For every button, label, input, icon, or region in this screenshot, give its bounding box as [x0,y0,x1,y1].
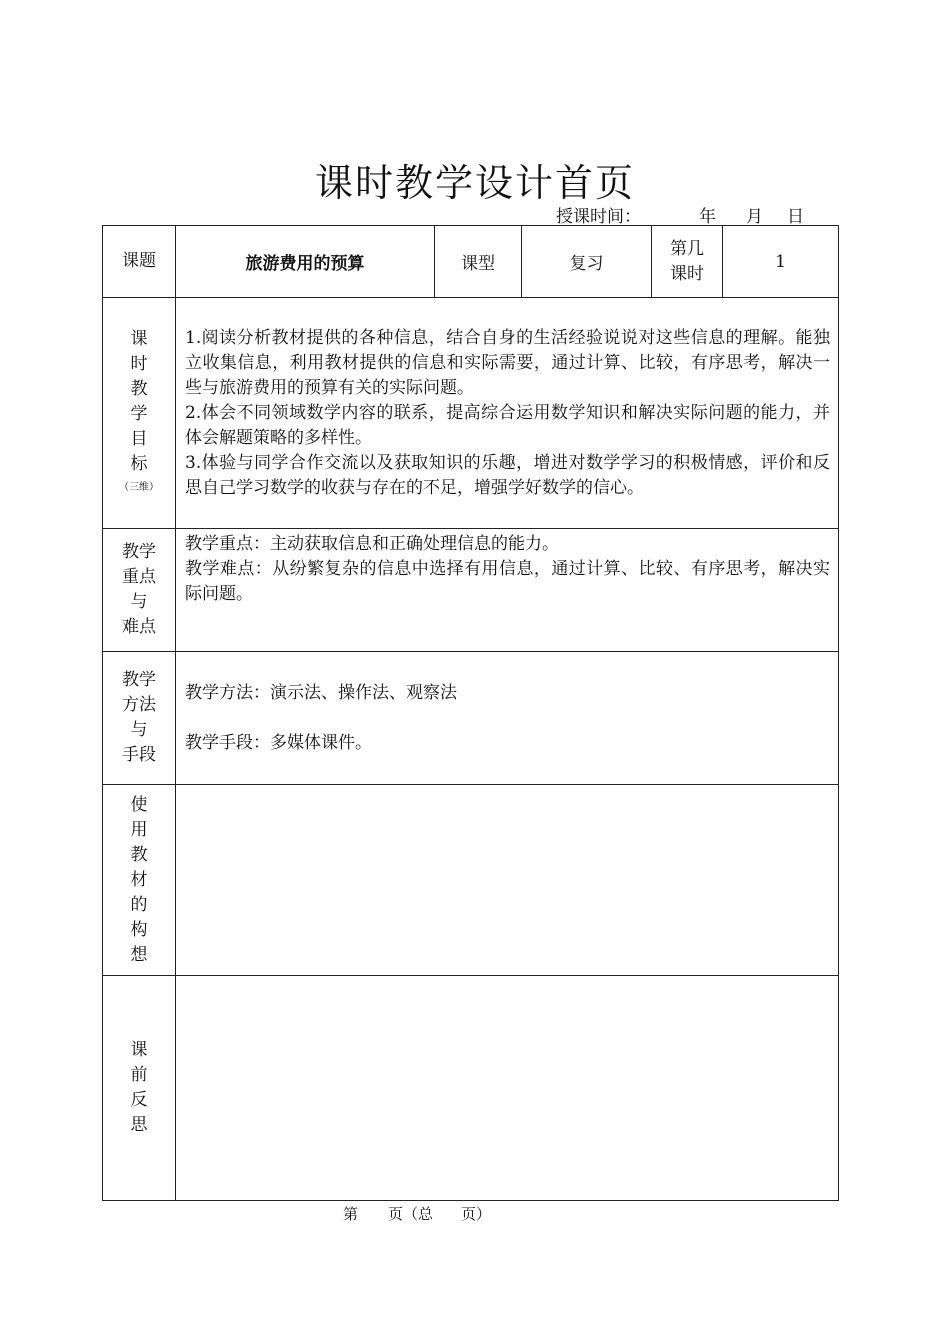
objectives-label [103,298,176,529]
objectives-content [176,298,839,529]
topic-label: 课题 [103,226,176,298]
lesson-date-line [556,202,804,227]
textbook-label-char: 材 [130,869,148,890]
teaching-method: 教学方法：演示法、操作法、观察法 [185,682,457,703]
methods-row [103,652,839,785]
objectives-label-char: 学 [130,404,148,424]
reflection-label-char: 思 [130,1115,148,1135]
textbook-content [176,785,839,976]
methods-label-line: 手段 [122,745,156,765]
key-point-item: 教学重点：主动获取信息和正确处理信息的能力。 [185,534,559,554]
type-label: 课型 [435,226,522,298]
methods-label-line: 方法 [122,695,156,715]
reflection-label-char: 课 [130,1040,148,1060]
objective-item: 1.阅读分析教材提供的各种信息，结合自身的生活经验说说对这些信息的理解。能独立收集信息，利用教材提供的信息和实际需要，通过计算、比较，有序思考，解决一些与旅游费用的预算有关的实际问题。 [185,327,830,398]
key-points-label-line: 重点 [122,567,156,587]
objectives-label-note: （三维） [119,482,159,493]
footer-page: 第 [343,1205,359,1223]
key-points-label [103,529,176,652]
date-day: 日 [787,207,804,227]
reflection-label-char: 反 [130,1090,148,1110]
objectives-label-char: 教 [130,379,148,399]
objectives-label-char: 标 [130,454,148,474]
lesson-design-table [102,225,839,1201]
reflection-row [103,976,839,1201]
reflection-label [103,976,176,1201]
textbook-label-char: 构 [130,919,148,940]
key-points-label-line: 教学 [122,542,156,562]
period-label [652,226,723,298]
objectives-label-char: 课 [130,329,148,349]
period-label-line-2: 课时 [670,263,704,284]
key-points-label-line: 难点 [122,617,156,637]
page-footer [343,1203,491,1224]
methods-content [176,652,839,785]
textbook-label-char: 用 [130,819,148,840]
textbook-label-char: 想 [130,944,148,965]
methods-label [103,652,176,785]
textbook-row [103,785,839,976]
key-points-label-line: 与 [130,592,148,612]
page-title: 课时教学设计首页 [314,161,635,205]
objective-item: 2.体会不同领域数学内容的联系，提高综合运用数学知识和解决实际问题的能力，并体会解题策略的多样性。 [185,402,830,448]
textbook-label-char: 使 [130,794,148,815]
date-month: 月 [746,207,763,227]
key-points-content [176,529,839,652]
objective-item: 3.体验与同学合作交流以及获取知识的乐趣，增进对数学学习的积极情感，评价和反思自己学习数学的收获与存在的不足，增强学好数学的信心。 [185,452,830,498]
textbook-label [103,785,176,976]
methods-label-line: 与 [130,720,148,740]
footer-page-unit: 页（总 [388,1205,434,1223]
objectives-label-char: 目 [130,429,148,449]
key-points-row [103,529,839,652]
type-value: 复习 [522,226,652,298]
header-row [103,226,839,298]
teaching-means: 教学手段：多媒体课件。 [185,732,372,753]
reflection-content [176,976,839,1201]
topic-value: 旅游费用的预算 [176,226,435,298]
key-point-item: 教学难点：从纷繁复杂的信息中选择有用信息，通过计算、比较、有序思考，解决实际问题。 [185,559,830,604]
period-label-line-1: 第几 [670,238,704,259]
reflection-label-char: 前 [130,1065,148,1085]
footer-total-unit: 页） [461,1205,492,1223]
date-year: 年 [699,207,716,227]
textbook-label-char: 的 [130,894,148,915]
methods-label-line: 教学 [122,670,156,690]
period-value: 1 [723,226,839,298]
date-label: 授课时间： [556,207,641,227]
objectives-label-char: 时 [130,354,148,374]
objectives-row [103,298,839,529]
textbook-label-char: 教 [130,844,148,865]
